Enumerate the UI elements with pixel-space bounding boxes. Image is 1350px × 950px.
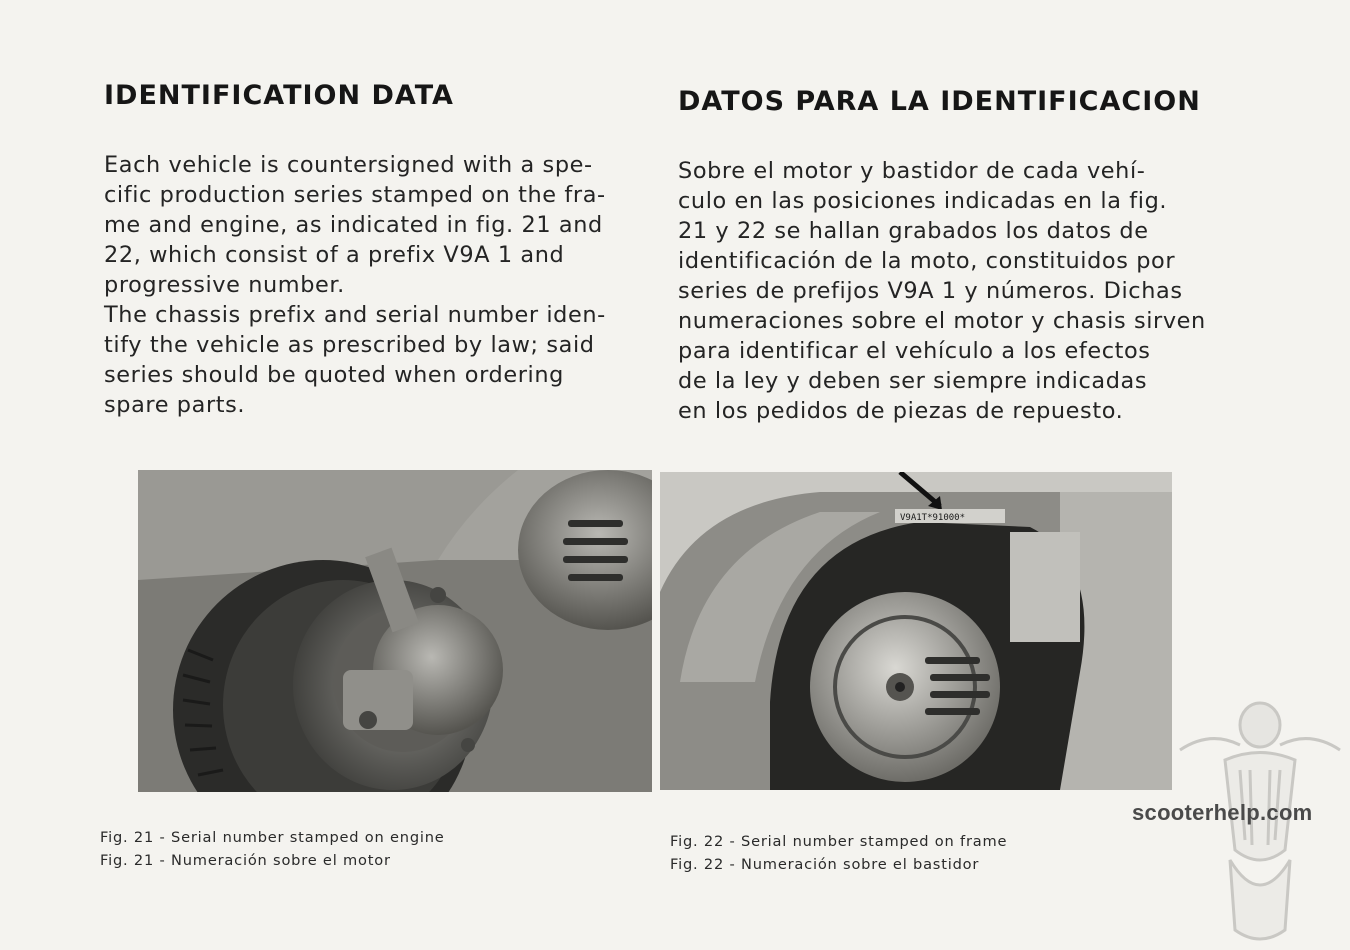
text-line: 22, which consist of a prefix V9A 1 and bbox=[104, 242, 565, 268]
english-title: IDENTIFICATION DATA bbox=[104, 80, 454, 111]
text-line: numeraciones sobre el motor y chasis sirven bbox=[678, 308, 1206, 334]
text-line: identificación de la moto, constituidos por bbox=[678, 248, 1176, 274]
text-line: de la ley y deben ser siempre indicadas bbox=[678, 368, 1148, 394]
caption-spanish: Fig. 22 - Numeración sobre el bastidor bbox=[670, 856, 980, 873]
frame-stamp-text: V9A1T*91000* bbox=[900, 513, 966, 523]
caption-english: Fig. 22 - Serial number stamped on frame bbox=[670, 833, 1008, 850]
text-line: progressive number. bbox=[104, 272, 345, 298]
text-line: tify the vehicle as prescribed by law; said bbox=[104, 332, 595, 358]
text-line: en los pedidos de piezas de repuesto. bbox=[678, 398, 1124, 424]
english-paragraph-1 bbox=[104, 150, 642, 300]
text-line: 21 y 22 se hallan grabados los datos de bbox=[678, 218, 1149, 244]
text-line: series should be quoted when ordering bbox=[104, 362, 564, 388]
text-line: The chassis prefix and serial number iden- bbox=[104, 302, 606, 328]
text-line: me and engine, as indicated in fig. 21 and bbox=[104, 212, 603, 238]
caption-spanish: Fig. 21 - Numeración sobre el motor bbox=[100, 852, 391, 869]
figure-22-frame-photo bbox=[660, 472, 1172, 790]
figure-21-caption bbox=[100, 826, 445, 872]
text-line: Each vehicle is countersigned with a spe- bbox=[104, 152, 593, 178]
spanish-title: DATOS PARA LA IDENTIFICACION bbox=[678, 86, 1201, 117]
text-line: spare parts. bbox=[104, 392, 246, 418]
figure-22-caption bbox=[670, 830, 1007, 876]
text-line: Sobre el motor y bastidor de cada vehí- bbox=[678, 158, 1146, 184]
spanish-paragraph bbox=[678, 156, 1214, 426]
text-line: para identificar el vehículo a los efectos bbox=[678, 338, 1151, 364]
english-paragraph-2 bbox=[104, 300, 642, 420]
watermark-text[interactable]: scooterhelp.com bbox=[1132, 800, 1313, 825]
figure-21-engine-photo bbox=[138, 470, 652, 792]
text-line: series de prefijos V9A 1 y números. Dichas bbox=[678, 278, 1183, 304]
caption-english: Fig. 21 - Serial number stamped on engine bbox=[100, 829, 445, 846]
text-line: culo en las posiciones indicadas en la fig. bbox=[678, 188, 1168, 214]
text-line: cific production series stamped on the fra- bbox=[104, 182, 606, 208]
